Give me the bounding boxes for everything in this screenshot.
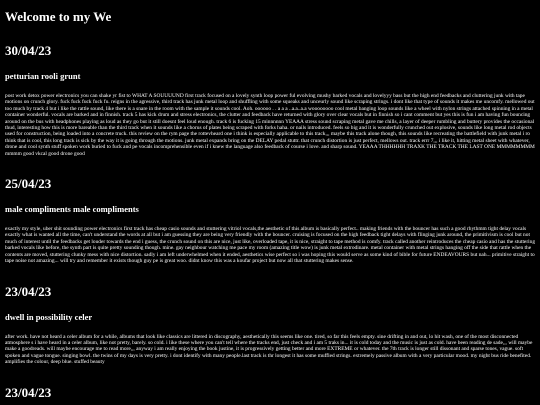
- entry-body: exactly my style, uber shit sounding power electronics first track has cheap casio sounds and stuttering vitriol vocals,the aesthetic of this album is basically perfect.. making friends with the bouncer has such a good rhythmm tight delay vocals exactly what is wanted all the time, can't understand the words at all but i am guessing they are being very friendly with the bouncer. cruising is focused on the high feedback tight delays with flinging junk around, the primitivism is cool but not much of interest until the feedbacks get louder towards the end i guess, the crunch sound on this are nice, just like, overloaded tape, it is nice, straight to tape method is comfy. track called another reintroduces the cheap casio and has the stuttering barked vocals like before, the synth part is quite pretty sounding though. mine. gay neighbour watching me pace my room (amazing title wow) is junk metal extrodinare. metal container with metal strings hanging off the side that rattle when the contents are moved, stuttering clunky mess with nice distortion. sadly i am left underwhelmed when it ended, aesthetics wise perfect so i was hoping this would serve as some kind of bible for future ENDEAVOURS but nah... primitive straight to tape noise not amazing... will try and remember it exists though guy pe is great woo. didnt know this was a koufar project but now all that stuttering makes sense.: [5, 226, 536, 265]
- blog-entry: [5, 285, 535, 366]
- blog-entry: [5, 44, 535, 157]
- entry-date: 30/04/23: [5, 43, 52, 58]
- entry-title: petturian rooli grunt: [5, 71, 81, 81]
- entry-date: 23/04/23: [5, 384, 52, 400]
- entry-date: 25/04/23: [5, 176, 52, 192]
- blog-entry: [5, 386, 535, 400]
- entry-title: male compliments male compliments: [5, 204, 139, 215]
- site-title: Welcome to my We: [5, 9, 112, 24]
- entry-title: dwell in possibility celer: [5, 311, 93, 322]
- blog-entry: [5, 177, 535, 264]
- entry-body: post work detox power electronics you can shake yr fist to WHAT A SOUUUUND first track focused on a lovely synth loop power ful evolving mushy barked vocals and lovelyyy bass but the high end feedbacks and cluttering junk with tape motions on crunch glory. fuck fuck fuck fuck fu. reigns in the agressive, third track has junk metal loop and shuffling with some squeaks and unceurly sound like scraping strings. i dont like that type of sounds it makes me uncomfy. mellowed out too much by track 4 but i like the rattle sound, like there is a snare in the room with the sample it sounds cool. Aoh. oooooo . . a a a ..a.a..a.a woooooooo cool metal banging loop sounds like a wheel with nylon strings attached spinning in a metal container wonderful. vocals are barked and in finnish. track 5 has kick drum and stress electronics, the clutter and feedback have returned with glory over clear vocals but in finnish so i cant comment but yes this is fun i am having fun bouncing around on the bus with headphones playing as loud as they go but it still doesnt feel loud enough. track 6 is fucking 15 minnnnnn YEAAA stress sound scraping metal gave me chills, a layer of deeper rumbling and buttery provides the occasional thud, interesting how this is more bareable than the third track when it sounds like a chorus of plates being scraped with forks haha. or nails introduced. feels so big and it is wonderfully crunched out explosive, sounds like long metal rod objects used for construction, being loaded into a concrete truck. this review on the rym page the rottevheard one i think is especially applicable to this track,,, maybe this track alone though, this sounds like recreating the battlefield with junk metal i ro think that is cool, this long track is sick by the way it is going through the motions. junk metal expands bring on the DELAY pedal stuttr. that crunch distortion is just perfect, mellows out. track errr 7,,, i like it, hitting metal sheet with whatever, drone and cool synth stuff spoken work buried to fuck and pe vocals incomprehensible even if i knew the language also feedback of course i love. and sharp sound. YEAAA THHHHHH TRAXK THE TRACK THE LAST ONE MMMMMMMM mmmm good vkcal good drone good: [5, 93, 535, 157]
- entry-body: after work. have not heard a celer album for a while, albums that look like classics are littered in discography, aesthetically this seems like one. tired, so far this feels empty. sine drifting in and out, lo hit wash, one of the most disconnected atmosphere s i have heard in a celer album, like not pretty, barely. so cold. i like these where you can't tell where the tracks end, just check and i am 5 traks in... it is cold today and the music is just as cold. have been reading de sade,,, will maybe make a goodreads. will maybe encourage me to read more,,, anyway i am really enjoying the book justine, it is progressively getting better and more EXTREME or whatever. the 7th track is longer still dissonant and sparse tones, vague. soft spoken and vague tongue. singing bowl. the twins of my days is very pretty. i dont identify with many people.last track is thr longest it has some muffled strings. extremely passive album with a very particular mood. my night bus ride benefited. amplifies the colour, deep blue. stuffed beauty: [5, 333, 533, 366]
- entry-date: 23/04/23: [5, 283, 52, 299]
